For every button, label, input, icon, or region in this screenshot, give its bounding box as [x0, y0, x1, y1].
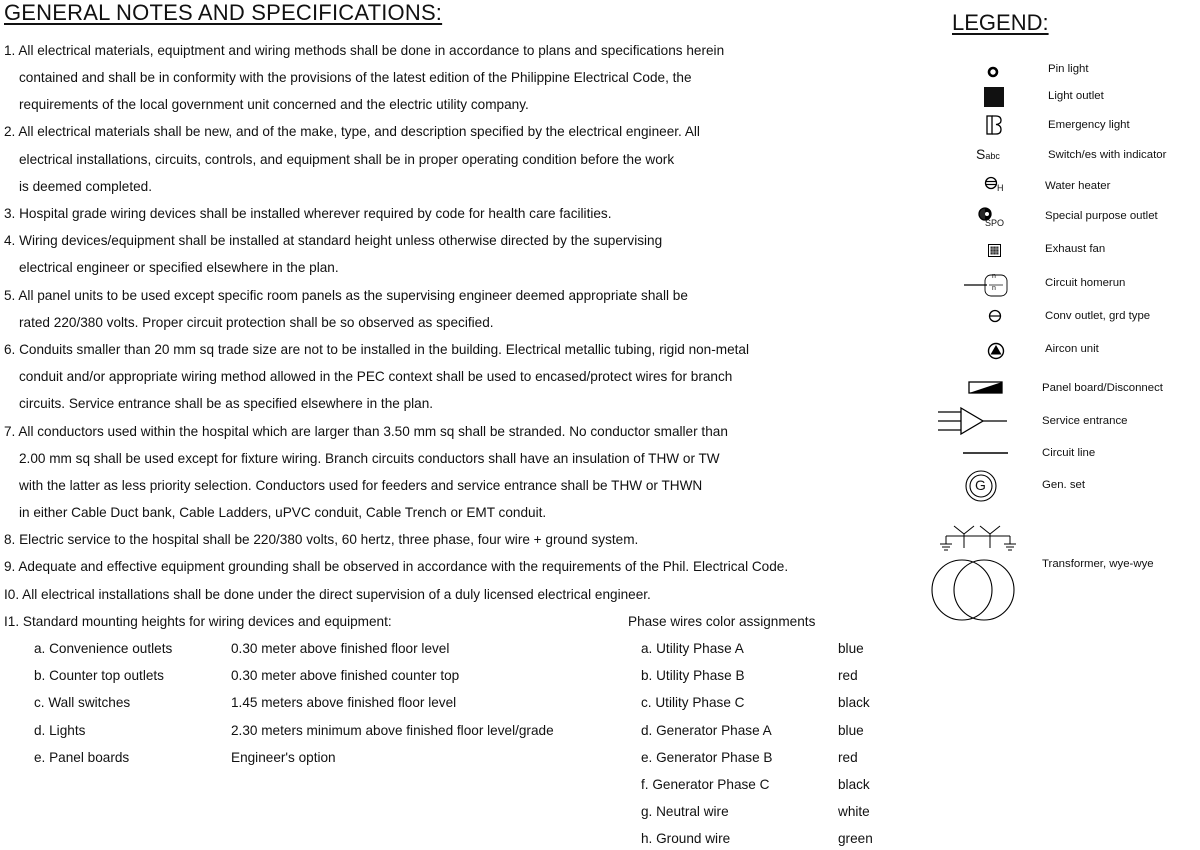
phase-color: white [838, 804, 870, 819]
note-line: 2.00 mm sq shall be used except for fixture wiring. Branch circuits conductors shall have an insulation of THW or TW [19, 451, 720, 466]
legend-title: LEGEND: [952, 10, 1049, 35]
mounting-value: Engineer's option [231, 750, 336, 765]
circuit-line-icon [962, 450, 1010, 456]
note-line: 5. All panel units to be used except specific room panels as the supervising engineer deemed appropriate shall be [4, 288, 688, 303]
mounting-value: 2.30 meters minimum above finished floor level/grade [231, 723, 554, 738]
legend-label-transformer: Transformer, wye-wye [1042, 558, 1154, 570]
note-line: circuits. Service entrance shall be as specified elsewhere in the plan. [19, 396, 434, 411]
mounting-heights-title: I1. Standard mounting heights for wiring devices and equipment: [4, 614, 392, 629]
legend-label-spo: Special purpose outlet [1045, 210, 1158, 222]
legend-label-switch: Switch/es with indicator [1048, 149, 1167, 161]
note-line: 3. Hospital grade wiring devices shall be installed wherever required by code for health care facilities. [4, 206, 612, 221]
homerun-top-label: n [992, 273, 996, 280]
note-line: 4. Wiring devices/equipment shall be installed at standard height unless otherwise directed by the supervising [4, 233, 663, 248]
legend-label-panel-board: Panel board/Disconnect [1042, 382, 1163, 394]
homerun-bottom-label: n [992, 285, 996, 292]
note-line: rated 220/380 volts. Proper circuit protection shall be so observed as specified. [19, 315, 494, 330]
pin-light-icon [986, 65, 1000, 79]
legend-label-light-outlet: Light outlet [1048, 90, 1104, 102]
switch-icon [976, 146, 1000, 162]
exhaust-fan-icon [988, 244, 1002, 258]
note-line: electrical installations, circuits, controls, and equipment shall be in proper operating condition before the work [19, 152, 675, 167]
note-line: I0. All electrical installations shall be done under the direct supervision of a duly licensed electrical engineer. [4, 587, 651, 602]
switch-symbol-subscript: abc [985, 151, 1000, 161]
legend-label-exhaust-fan: Exhaust fan [1045, 243, 1106, 255]
note-line: 8. Electric service to the hospital shall be 220/380 volts, 60 hertz, three phase, four wire + ground system. [4, 532, 639, 547]
phase-item: g. Neutral wire [641, 804, 729, 819]
transformer-icon [928, 520, 1018, 620]
mounting-item: e. Panel boards [34, 750, 130, 765]
legend-label-circuit-line: Circuit line [1042, 447, 1096, 459]
note-line: with the latter as less priority selection. Conductors used for feeders and service entrance shall be THW or THWN [19, 478, 703, 493]
note-line: is deemed completed. [19, 179, 152, 194]
emergency-light-icon [985, 114, 1003, 138]
spo-subscript: SPO [985, 218, 1005, 228]
mounting-item: b. Counter top outlets [34, 668, 164, 683]
water-heater-subscript: H [997, 183, 1004, 193]
note-line: in either Cable Duct bank, Cable Ladders, uPVC conduit, Cable Trench or EMT conduit. [19, 505, 547, 520]
mounting-item: d. Lights [34, 723, 86, 738]
phase-color: red [838, 750, 858, 765]
phase-color: blue [838, 723, 864, 738]
switch-symbol-letter: S [976, 146, 986, 162]
mounting-value: 1.45 meters above finished floor level [231, 695, 457, 710]
notes-title: GENERAL NOTES AND SPECIFICATIONS: [4, 0, 443, 25]
phase-colors-title: Phase wires color assignments [628, 614, 816, 629]
note-line: 2. All electrical materials shall be new, and of the make, type, and description specified by the electrical engineer. All [4, 124, 700, 139]
legend-label-aircon: Aircon unit [1045, 343, 1099, 355]
note-line: 6. Conduits smaller than 20 mm sq trade size are not to be installed in the building. Electrical metallic tubing, rigid non-metal [4, 342, 750, 357]
mounting-value: 0.30 meter above finished floor level [231, 641, 450, 656]
gen-set-letter: G [975, 477, 986, 493]
legend-label-emergency-light: Emergency light [1048, 119, 1130, 131]
legend-label-pin-light: Pin light [1048, 63, 1089, 75]
note-line: conduit and/or appropriate wiring method allowed in the PEC context shall be used to encased/protect wires for branch [19, 369, 733, 384]
circuit-homerun-icon [963, 274, 1009, 298]
aircon-unit-icon [987, 342, 1005, 360]
phase-item: d. Generator Phase A [641, 723, 772, 738]
phase-item: b. Utility Phase B [641, 668, 745, 683]
water-heater-icon [984, 176, 998, 190]
phase-color: red [838, 668, 858, 683]
note-line: contained and shall be in conformity with the provisions of the latest edition of the Philippine Electrical Code, the [19, 70, 692, 85]
light-outlet-icon [983, 86, 1005, 108]
legend-label-gen-set: Gen. set [1042, 479, 1086, 491]
phase-item: a. Utility Phase A [641, 641, 744, 656]
note-line: 7. All conductors used within the hospital which are larger than 3.50 mm sq shall be stranded. No conductor smaller than [4, 424, 728, 439]
phase-item: e. Generator Phase B [641, 750, 773, 765]
mounting-value: 0.30 meter above finished counter top [231, 668, 460, 683]
phase-item: h. Ground wire [641, 831, 731, 846]
legend-label-service-entrance: Service entrance [1042, 415, 1128, 427]
phase-item: f. Generator Phase C [641, 777, 770, 792]
legend-label-water-heater: Water heater [1045, 180, 1111, 192]
convenience-outlet-icon [988, 309, 1002, 323]
mounting-item: a. Convenience outlets [34, 641, 173, 656]
note-line: requirements of the local government unit concerned and the electric utility company. [19, 97, 529, 112]
phase-color: black [838, 777, 870, 792]
note-line: 9. Adequate and effective equipment grounding shall be observed in accordance with the requirements of the Phil. Electrical Code. [4, 559, 789, 574]
phase-color: blue [838, 641, 864, 656]
phase-color: black [838, 695, 870, 710]
legend-label-conv-outlet: Conv outlet, grd type [1045, 310, 1151, 322]
note-line: electrical engineer or specified elsewhere in the plan. [19, 260, 339, 275]
service-entrance-icon [937, 406, 1009, 438]
note-line: 1. All electrical materials, equiptment and wiring methods shall be done in accordance to plans and specifications herein [4, 43, 725, 58]
mounting-item: c. Wall switches [34, 695, 131, 710]
legend-label-circuit-homerun: Circuit homerun [1045, 277, 1126, 289]
panel-board-icon [968, 381, 1004, 395]
phase-color: green [838, 831, 873, 846]
phase-item: c. Utility Phase C [641, 695, 745, 710]
